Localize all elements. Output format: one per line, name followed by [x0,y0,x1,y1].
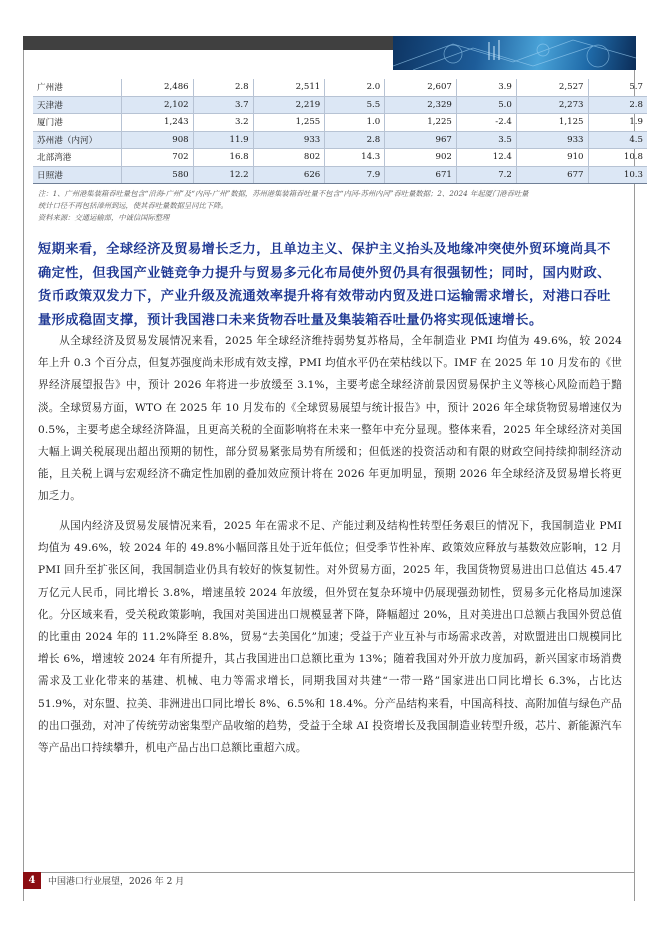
table-cell: 626 [253,166,325,184]
footer-divider [23,872,635,873]
key-summary: 短期来看，全球经济及贸易增长乏力，且单边主义、保护主义抬头及地缘冲突使外贸环境尚具不确定性，但我国产业链竞争力提升与贸易多元化布局使外贸仍具有很强韧性；同时，国内财政、货币政策双发力下，产业升级及流通效率提升将有效带动内贸及进口运输需求增长，对港口吞吐量形成稳固支撑，预计我国港口未来货物吞吐量及集装箱吞吐量仍将实现低速增长。 [38,242,611,328]
table-row [33,114,647,132]
table-cell: 3.2 [193,114,253,132]
table-note-line: 统计口径不再包括漳州到远，使其吞吐量数据呈同比下降。 [38,201,228,210]
table-note-line: 注：1、广州港集装箱吞吐量包含“沿海-广州”及“内河-广州”数据，苏州港集装箱吞吐量不包含“内河-苏州内河”吞吐量数据；2、2024 年起厦门港吞吐量 [38,189,529,198]
table-cell: 3.5 [456,131,516,149]
table-cell: 10.8 [588,149,647,167]
table-row [33,149,647,167]
table-cell: 5.0 [456,96,516,114]
port-name: 广州港 [33,79,122,96]
table-cell: 2,219 [253,96,325,114]
port-name: 天津港 [33,96,122,114]
table-cell: 933 [253,131,325,149]
table-cell: 2,273 [516,96,588,114]
table-source: 资料来源：交通运输部，中诚信国际整理 [38,213,170,222]
table-row [33,96,647,114]
table-cell: 967 [385,131,457,149]
port-name: 厦门港 [33,114,122,132]
table-cell: 2.8 [325,131,385,149]
table-cell: 2,329 [385,96,457,114]
table-cell: 1.0 [325,114,385,132]
table-cell: 16.8 [193,149,253,167]
table-cell: 10.3 [588,166,647,184]
table-cell: 1,225 [385,114,457,132]
table-cell: 2,527 [516,79,588,96]
table-cell: 12.4 [456,149,516,167]
page-number: 4 [23,872,41,889]
table-cell: 677 [516,166,588,184]
table-cell: 702 [122,149,194,167]
port-name: 苏州港（内河） [33,131,122,149]
table-cell: 910 [516,149,588,167]
table-cell: 2.8 [588,96,647,114]
table-cell: 671 [385,166,457,184]
table-cell: 2,511 [253,79,325,96]
table-cell: 1,255 [253,114,325,132]
table-cell: 2.0 [325,79,385,96]
header-banner-image [393,36,636,70]
table-row [33,79,647,96]
table-row [33,131,647,149]
port-throughput-table [33,79,647,184]
table-cell: 11.9 [193,131,253,149]
table-cell: 7.9 [325,166,385,184]
body-paragraph-global: 从全球经济及贸易发展情况来看，2025 年全球经济维持弱势复苏格局，全年制造业 PMI 均值为 49.6%，较 2024 年上升 0.3 个百分点，但复苏强度尚未形成有效支撑，PMI 均值水平仍在荣枯线以下。IMF 在 2025 年 10 月发布的《世界经济展望报告》中，预计 2026 年将进一步放缓至 3.1%，主要考虑全球经济前景因贸易保护主义等核心风险而趋于黯淡。全球贸易方面，WTO 在 2025 年 10 月发布的《全球贸易展望与统计报告》中，预计 2026 年全球货物贸易增速仅为 0.5%，主要考虑全球经济降温，且更高关税的全面影响将在未来一整年中充分显现。整体来看，2025 年全球经济对美国大幅上调关税展现出超出预期的韧性，部分贸易紧张局势有所缓和；但低迷的投资活动和有限的财政空间持续抑制经济动能，且关税上调与宏观经济不确定性加剧的叠加效应预计将在 2026 年更加明显，预期 2026 年全球经济及贸易增长将更加乏力。 [38,335,622,503]
table-cell: 3.7 [193,96,253,114]
table-cell: 2,607 [385,79,457,96]
page-frame-left [23,36,24,901]
port-name: 日照港 [33,166,122,184]
body-paragraph-domestic: 从国内经济及贸易发展情况来看，2025 年在需求不足、产能过剩及结构性转型任务艰巨的情况下，我国制造业 PMI 均值为 49.6%，较 2024 年的 49.8%小幅回落且处于近年低位；但受季节性补库、政策效应释放与基数效应影响，12 月 PMI 回升至扩张区间，我国制造业仍具有较好的恢复韧性。对外贸易方面，2025 年，我国货物贸易进出口总值达 45.47 万亿元人民币，同比增长 3.8%，增速虽较 2024 年放缓，但外贸在复杂环境中仍展现强劲韧性，贸易多元化格局加速深化。分区域来看，受关税政策影响，我国对美国进出口规模显著下降，降幅超过 20%，且对美进出口总额占我国外贸总值的比重由 2024 年的 11.2%降至 8.8%，贸易“去美国化”加速；受益于产业互补与市场需求改善，对欧盟进出口规模同比增长 6%，增速较 2024 年有所提升，其占我国进出口总额比重为 13%；随着我国对外开放力度加码，新兴国家市场消费需求及工业化带来的基建、机械、电力等需求增长，同期我国对共建“一带一路”国家进出口同比增长 6.3%，占比达 51.9%，对东盟、拉美、非洲进出口同比增长 8%、6.5%和 18.4%。分产品结构来看，中国高科技、高附加值与绿色产品的出口强劲，对冲了传统劳动密集型产品收缩的趋势，受益于全球 AI 投资增长及我国制造业转型升级，芯片、新能源汽车等产品出口持续攀升，机电产品占出口总额比重超六成。 [38,520,622,755]
table-cell: 1.9 [588,114,647,132]
table-cell: 908 [122,131,194,149]
table-cell: 802 [253,149,325,167]
table-cell: 4.5 [588,131,647,149]
footer-title: 中国港口行业展望，2026 年 2 月 [48,877,185,887]
table-cell: 2,102 [122,96,194,114]
table-cell: 2,486 [122,79,194,96]
table-cell: 5.5 [325,96,385,114]
table-notes [38,188,628,224]
table-cell: 2.8 [193,79,253,96]
table-cell: 933 [516,131,588,149]
table-row [33,166,647,184]
table-cell: 1,243 [122,114,194,132]
table-cell: 5.7 [588,79,647,96]
table-cell: 580 [122,166,194,184]
table-cell: 902 [385,149,457,167]
port-name: 北部湾港 [33,149,122,167]
table-cell: 14.3 [325,149,385,167]
table-cell: 3.9 [456,79,516,96]
table-cell: 1,125 [516,114,588,132]
table-cell: -2.4 [456,114,516,132]
table-cell: 12.2 [193,166,253,184]
table-cell: 7.2 [456,166,516,184]
